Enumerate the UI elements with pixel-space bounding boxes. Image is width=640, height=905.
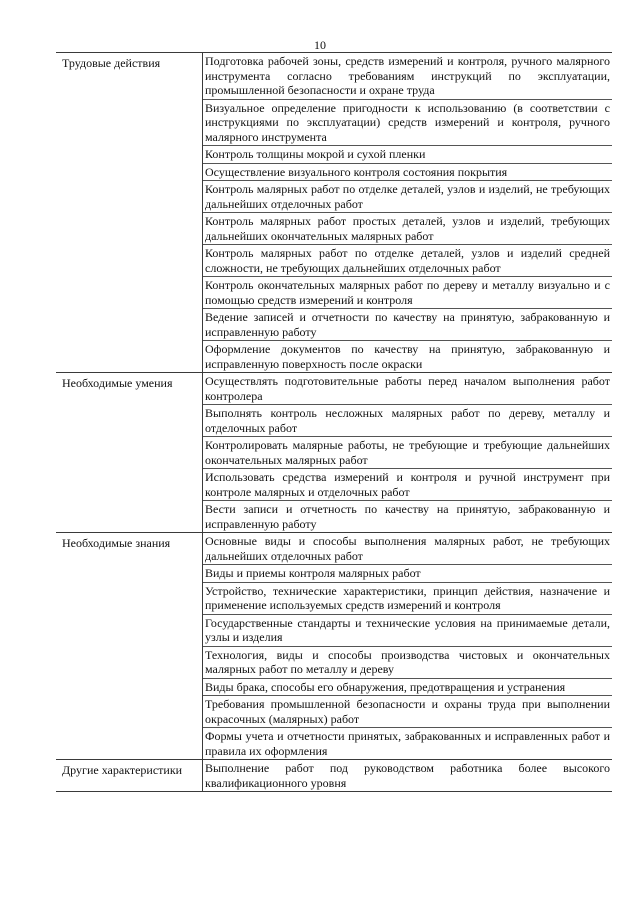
table-row: Контроль малярных работ по отделке деталей, узлов и изделий, не требующих дальнейших отделочных работ xyxy=(205,182,610,211)
section-required-knowledge xyxy=(56,532,612,759)
table-row: Контроль окончательных малярных работ по дереву и металлу визуально и с помощью средств измерений и контроля xyxy=(205,278,610,307)
table-row: Использовать средства измерений и контроля и ручной инструмент при контроле малярных и отделочных работ xyxy=(205,470,610,499)
table-row: Оформление документов по качеству на принятую, забракованную и исправленную поверхность после окраски xyxy=(205,342,610,371)
page-number: 10 xyxy=(314,38,326,52)
section-items xyxy=(202,373,612,532)
table-row: Виды и приемы контроля малярных работ xyxy=(203,564,612,582)
section-label: Другие характеристики xyxy=(62,763,183,777)
table-row: Вести записи и отчетность по качеству на принятую, забракованную и исправленную работу xyxy=(205,502,610,531)
table-row: Контроль малярных работ простых деталей, узлов и изделий, требующих дальнейших окончательных малярных работ xyxy=(205,214,610,243)
section-label: Необходимые знания xyxy=(62,536,171,550)
section-other-characteristics xyxy=(56,759,612,792)
section-labor-actions xyxy=(56,52,612,372)
table-row: Осуществление визуального контроля состояния покрытия xyxy=(203,163,612,181)
table-row: Технология, виды и способы производства чистовых и окончательных малярных работ по металлу и дереву xyxy=(205,647,610,676)
table-row: Ведение записей и отчетности по качеству на принятую, забракованную и исправленную работу xyxy=(205,310,610,339)
table-row: Осуществлять подготовительные работы перед началом выполнения работ контролера xyxy=(205,374,610,403)
table-row: Контроль толщины мокрой и сухой пленки xyxy=(203,145,612,163)
section-required-skills xyxy=(56,372,612,532)
table-row: Контролировать малярные работы, не требующие и требующие дальнейших окончательных малярных работ xyxy=(205,438,610,467)
table-row: Визуальное определение пригодности к использованию (в соответствии с инструкциями по эксплуатации) средств измерений и контроля, ручного малярного инструмента xyxy=(205,100,610,144)
section-label: Трудовые действия xyxy=(62,56,161,70)
table-row: Контроль малярных работ по отделке деталей, узлов и изделий средней сложности, не требующих дальнейших отделочных работ xyxy=(205,246,610,275)
section-label: Необходимые умения xyxy=(62,376,173,390)
section-items xyxy=(202,760,612,791)
section-items xyxy=(202,533,612,759)
table-row: Виды брака, способы его обнаружения, предотвращения и устранения xyxy=(203,678,612,696)
section-items xyxy=(202,53,612,372)
table-row: Основные виды и способы выполнения малярных работ, не требующих дальнейших отделочных работ xyxy=(205,534,610,563)
table-row: Выполнять контроль несложных малярных работ по дереву, металлу и отделочных работ xyxy=(205,406,610,435)
table-row: Устройство, технические характеристики, принцип действия, назначение и применение используемых средств измерений и контроля xyxy=(205,583,610,612)
table-row: Требования промышленной безопасности и охраны труда при выполнении окрасочных (малярных) работ xyxy=(205,697,610,726)
competency-table xyxy=(56,52,612,792)
table-row: Формы учета и отчетности принятых, забракованных и исправленных работ и правила их оформления xyxy=(205,729,610,758)
table-row: Государственные стандарты и технические условия на принимаемые детали, узлы и изделия xyxy=(205,615,610,644)
table-row: Выполнение работ под руководством работника более высокого квалификационного уровня xyxy=(205,761,610,790)
table-row: Подготовка рабочей зоны, средств измерений и контроля, ручного малярного инструмента согласно требованиям инструкций по эксплуатации, промышленной безопасности и охране труда xyxy=(205,54,610,97)
